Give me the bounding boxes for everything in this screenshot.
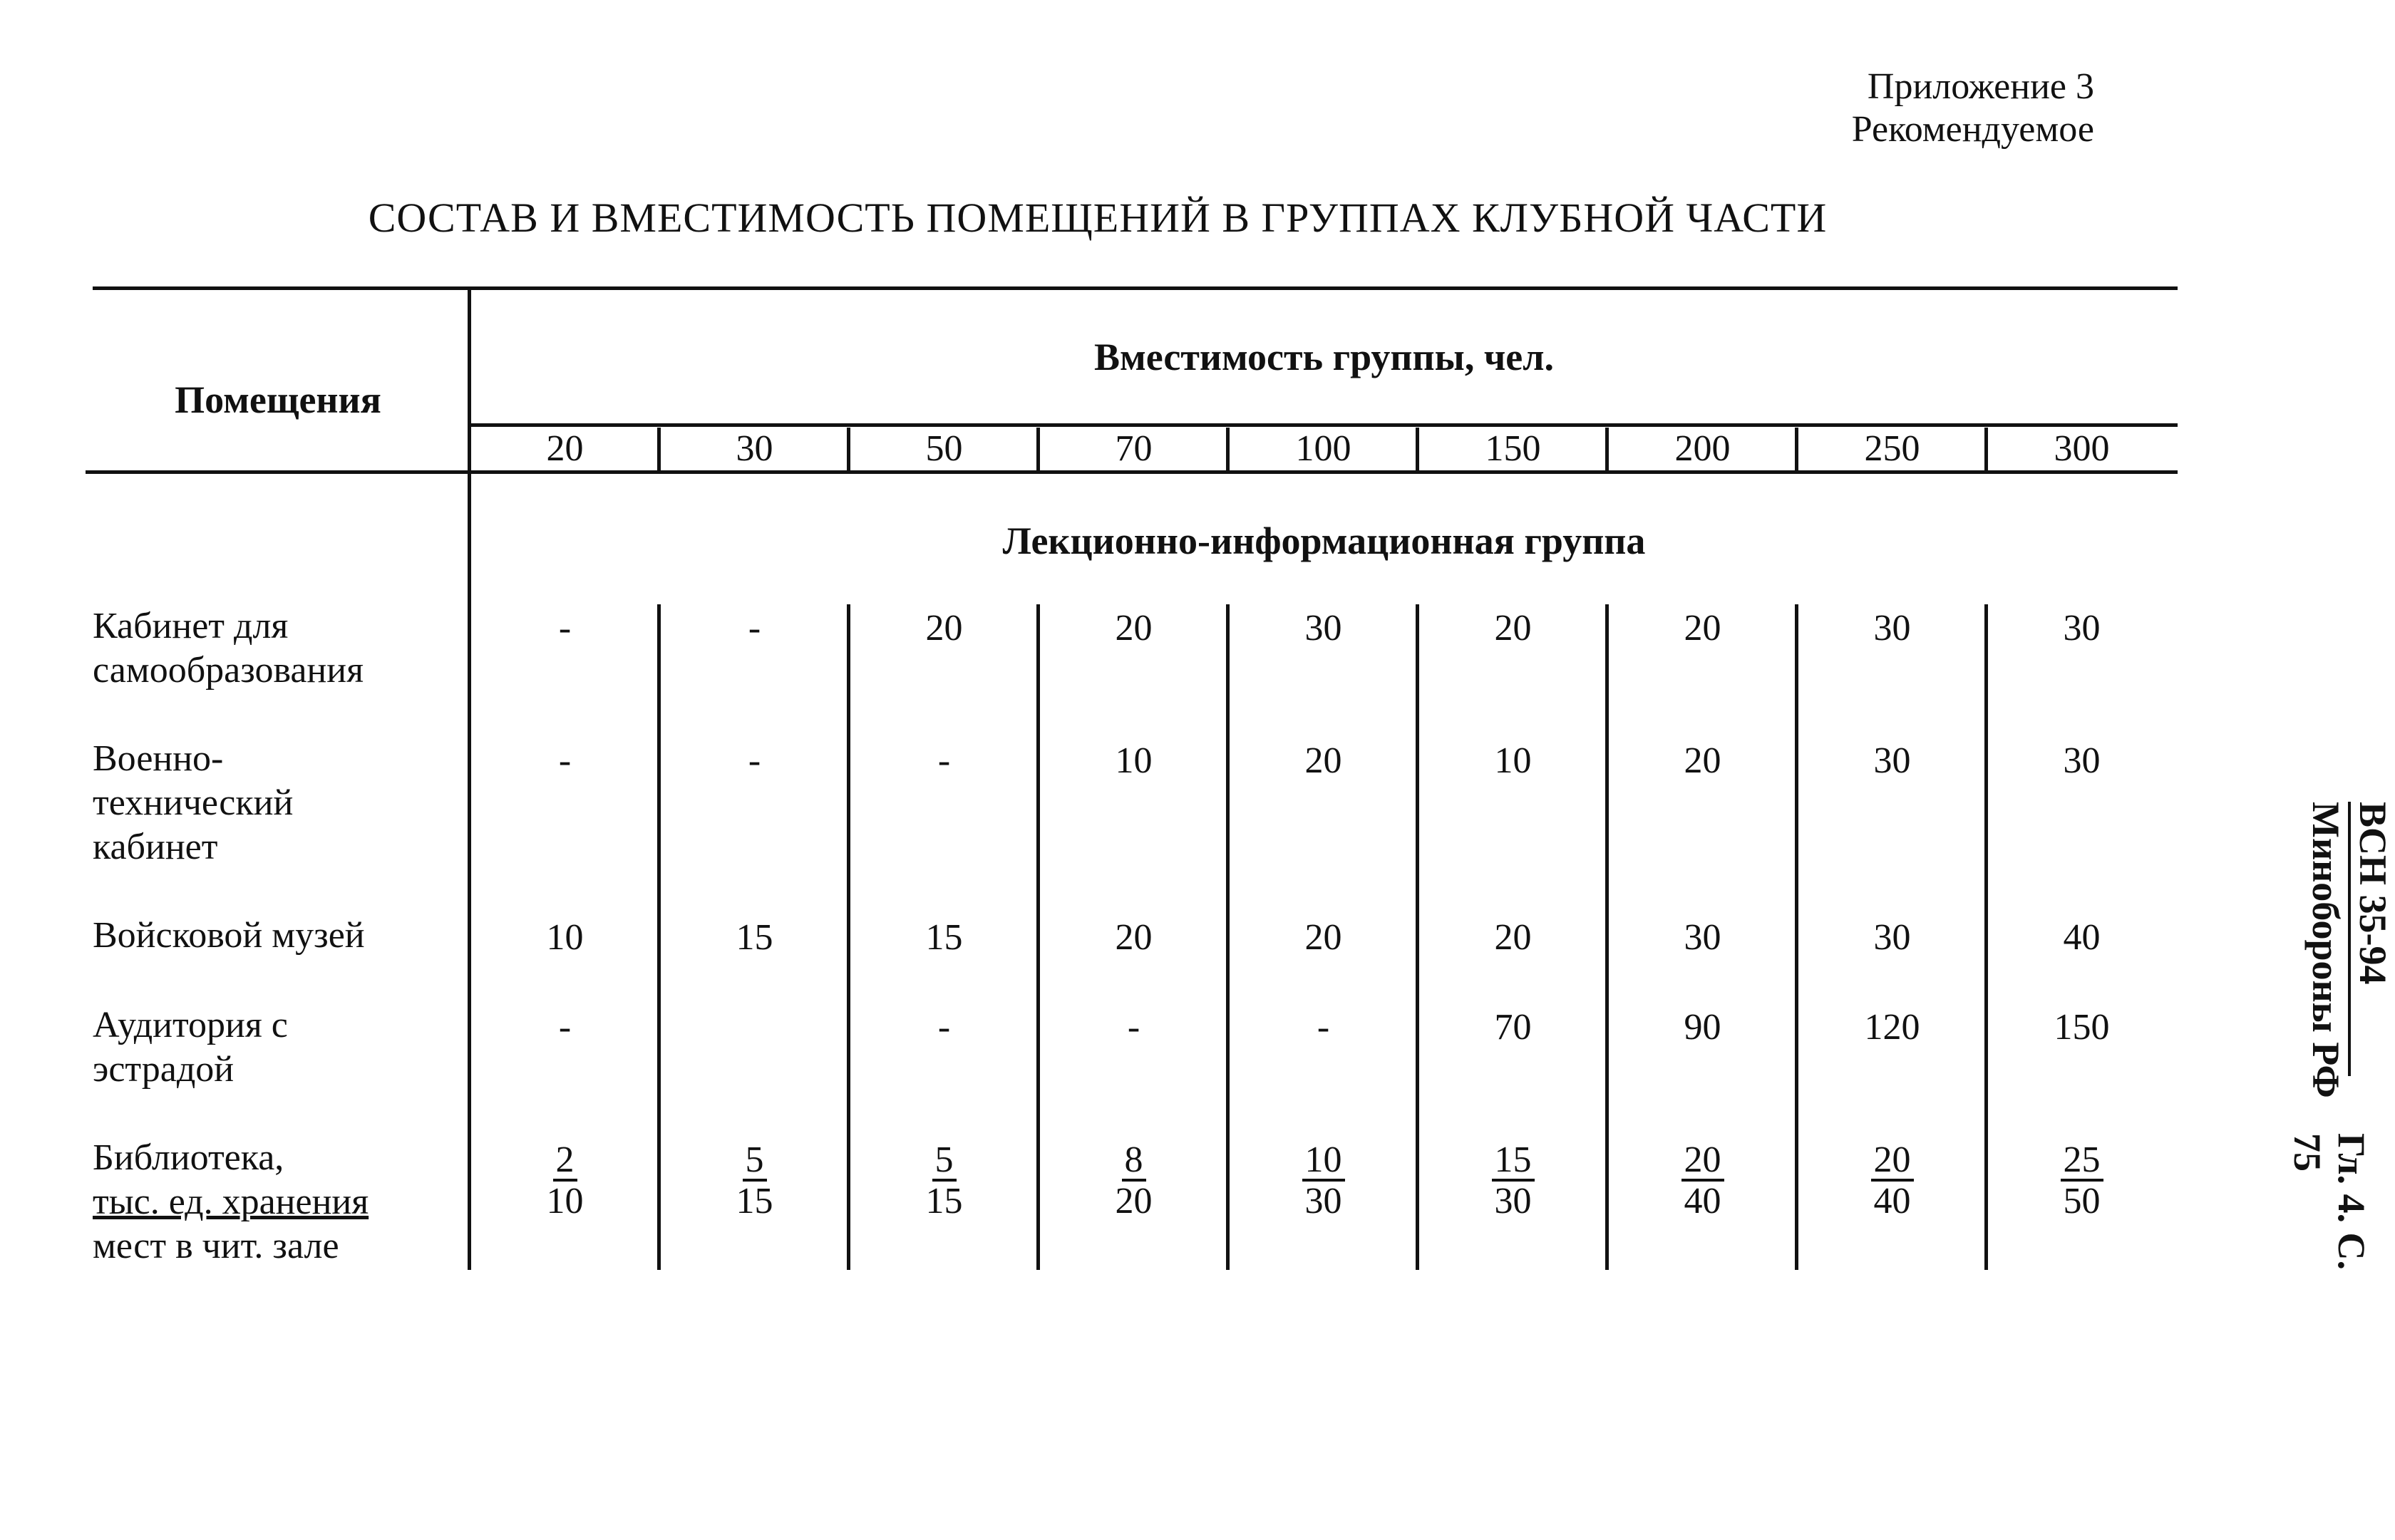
fraction-numerator: 5 [932, 1142, 957, 1182]
table-cell: 20 [1494, 917, 1532, 958]
row-label [93, 737, 463, 869]
fraction-denominator: 40 [1684, 1181, 1721, 1221]
table-cell: - [748, 740, 761, 781]
column-divider [1605, 428, 1609, 470]
fraction-numerator: 25 [2061, 1142, 2103, 1182]
table-cell: 10 [1494, 740, 1532, 781]
column-header: 150 [1485, 428, 1541, 469]
capacity-header-rule [470, 423, 2178, 427]
fraction-numerator: 8 [1122, 1142, 1146, 1182]
side-caption [2224, 802, 2395, 1301]
fraction-cell [1039, 1140, 1228, 1221]
row-label [93, 914, 463, 958]
table-cell: 120 [1864, 1007, 1920, 1048]
appendix-status: Рекомендуемое [1851, 109, 2094, 150]
group-title: Лекционно-информационная группа [1002, 520, 1646, 562]
table-cell: 15 [736, 917, 773, 958]
column-header: 200 [1674, 428, 1731, 469]
rooms-header: Помещения [175, 378, 381, 421]
column-header: 30 [736, 428, 773, 469]
fraction-denominator: 30 [1494, 1181, 1532, 1221]
table-cell: 20 [925, 608, 963, 648]
row-label [93, 604, 463, 693]
fraction-cell [1987, 1140, 2176, 1221]
table-cell: 40 [2063, 917, 2101, 958]
fraction-cell [470, 1140, 659, 1221]
row-label-line: кабинет [93, 827, 218, 867]
fraction-denominator: 15 [736, 1181, 773, 1221]
table-cell: - [937, 740, 951, 781]
capacity-header: Вместимость группы, чел. [1093, 336, 1555, 378]
fraction-denominator: 40 [1873, 1181, 1911, 1221]
table-cell: 30 [2063, 740, 2101, 781]
column-divider [847, 428, 850, 470]
row-label-line: самообразования [93, 650, 364, 691]
row-label-line: Кабинет для [93, 606, 289, 646]
fraction-numerator: 20 [1871, 1142, 1914, 1182]
column-divider [1984, 428, 1988, 470]
table-cell: 30 [2063, 608, 2101, 648]
row-label-line: технический [93, 782, 294, 823]
table-cell: 10 [1115, 740, 1153, 781]
fraction-denominator: 30 [1304, 1181, 1342, 1221]
table-cell: 20 [1684, 608, 1721, 648]
column-divider [1226, 428, 1230, 470]
table-cell: 30 [1873, 917, 1911, 958]
column-divider [657, 428, 661, 470]
column-header: 250 [1864, 428, 1920, 469]
column-header: 100 [1295, 428, 1351, 469]
row-label [93, 1136, 463, 1268]
fraction-numerator: 5 [743, 1142, 767, 1182]
column-divider [1036, 428, 1040, 470]
table-top-rule [93, 286, 2178, 290]
table-cell: 30 [1873, 608, 1911, 648]
row-label-line: тыс. ед. хранения [93, 1182, 369, 1222]
row-label [93, 1003, 463, 1092]
fraction-denominator: 50 [2063, 1181, 2101, 1221]
table-cell: 30 [1873, 740, 1911, 781]
table-cell: - [1317, 1007, 1330, 1048]
column-header: 20 [546, 428, 584, 469]
table-cell: 20 [1684, 740, 1721, 781]
side-ministry: Минобороны РФ [2304, 802, 2347, 1098]
fraction-numerator: 20 [1681, 1142, 1724, 1182]
fraction-cell [1229, 1140, 1418, 1221]
table-cell: - [748, 608, 761, 648]
page-title: СОСТАВ И ВМЕСТИМОСТЬ ПОМЕЩЕНИЙ В ГРУППАХ КЛУБНОЙ ЧАСТИ [368, 195, 1828, 241]
row-label-line: Аудитория с [93, 1005, 288, 1045]
table-cell: 20 [1304, 740, 1342, 781]
header-bottom-rule [86, 470, 2178, 474]
table-cell: 15 [925, 917, 963, 958]
fraction-denominator: 15 [925, 1181, 963, 1221]
fraction-cell [1608, 1140, 1797, 1221]
table-cell: 30 [1304, 608, 1342, 648]
column-divider [1416, 428, 1419, 470]
table-cell: - [937, 1007, 951, 1048]
table-cell: 10 [546, 917, 584, 958]
column-header: 300 [2054, 428, 2110, 469]
table-cell: - [1127, 1007, 1140, 1048]
table-cell: - [558, 740, 572, 781]
fraction-numerator: 2 [553, 1142, 577, 1182]
fraction-cell [1418, 1140, 1607, 1221]
fraction-cell [660, 1140, 849, 1221]
table-cell: 20 [1115, 608, 1153, 648]
side-divider [2348, 802, 2351, 1076]
row-label-line: мест в чит. зале [93, 1226, 339, 1266]
table-cell: 20 [1304, 917, 1342, 958]
side-page-ref: Гл. 4. С. 75 [2286, 1133, 2373, 1271]
column-divider [1795, 428, 1798, 470]
table-cell: 90 [1684, 1007, 1721, 1048]
table-cell: 20 [1494, 608, 1532, 648]
column-header: 70 [1115, 428, 1153, 469]
column-header: 50 [925, 428, 963, 469]
row-label-line: Библиотека, [93, 1137, 284, 1178]
table-cell: - [558, 608, 572, 648]
table-cell: 30 [1684, 917, 1721, 958]
fraction-cell [850, 1140, 1039, 1221]
fraction-numerator: 10 [1302, 1142, 1345, 1182]
appendix-number: Приложение 3 [1867, 66, 2094, 107]
table-cell: 70 [1494, 1007, 1532, 1048]
row-label-line: Войсковой музей [93, 915, 365, 956]
fraction-numerator: 15 [1492, 1142, 1535, 1182]
fraction-denominator: 10 [546, 1181, 584, 1221]
side-document-code: ВСН 35-94 [2352, 802, 2394, 985]
table-cell: - [558, 1007, 572, 1048]
fraction-denominator: 20 [1115, 1181, 1153, 1221]
fraction-cell [1798, 1140, 1987, 1221]
table-cell: 150 [2054, 1007, 2110, 1048]
row-label-line: эстрадой [93, 1049, 235, 1090]
row-label-line: Военно- [93, 738, 224, 779]
appendix-note [1852, 66, 2094, 151]
table-cell: 20 [1115, 917, 1153, 958]
